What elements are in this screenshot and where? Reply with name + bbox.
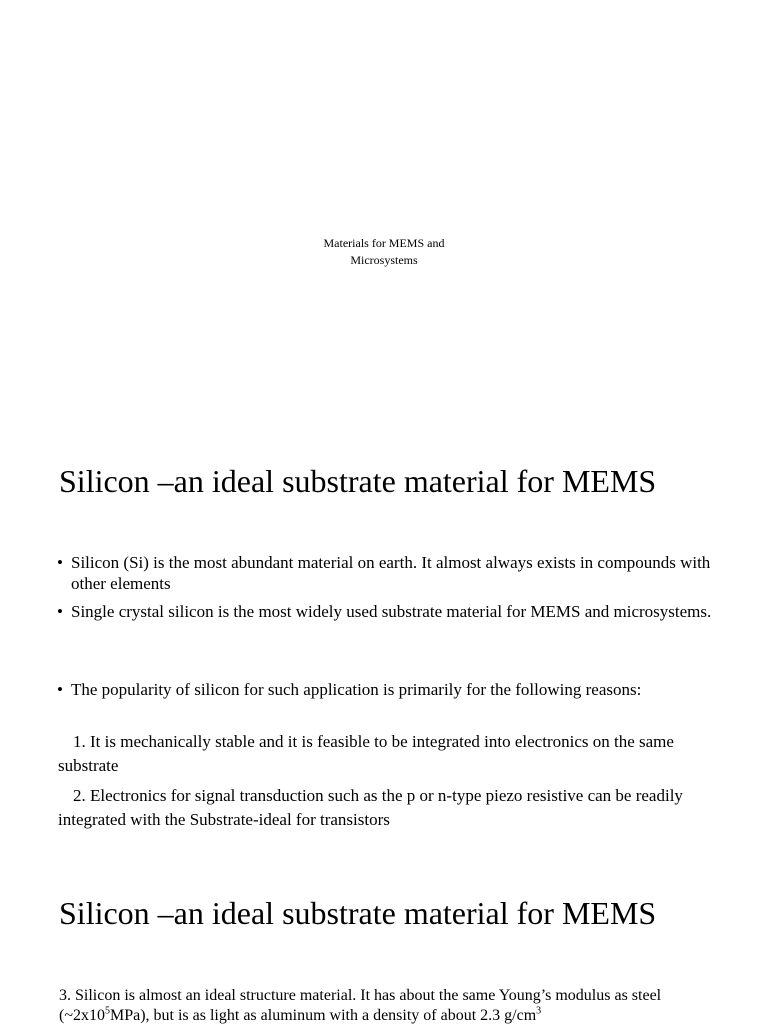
point-3-part-2: MPa), but is as light as aluminum with a density of about 2.3 g/cm <box>109 1007 537 1024</box>
slide-3 <box>0 864 768 1024</box>
slide-title: Silicon –an ideal substrate material for MEMS <box>59 895 657 931</box>
bullet-item <box>57 552 721 594</box>
point-3-text <box>59 986 709 1026</box>
document-title-line-1: Materials for MEMS and <box>323 236 445 250</box>
bullet-icon: • <box>57 602 63 621</box>
bullet-text: The popularity of silicon for such application is primarily for the following reasons: <box>71 680 642 699</box>
bullet-item <box>57 679 721 700</box>
bullet-text: Silicon (Si) is the most abundant material on earth. It almost always exists in compounds with other elements <box>71 553 711 593</box>
slide-title: Silicon –an ideal substrate material for MEMS <box>59 463 657 499</box>
numbered-item: 2. Electronics for signal transduction such as the p or n-type piezo resistive can be readily integrated with the Substrate-ideal for transistors <box>58 786 683 829</box>
slide-2 <box>0 432 768 864</box>
bullet-icon: • <box>57 680 63 699</box>
slide-1 <box>0 0 768 432</box>
bullet-icon: • <box>57 553 63 572</box>
numbered-item: 1. It is mechanically stable and it is feasible to be integrated into electronics on the same substrate <box>58 732 674 775</box>
superscript-exponent: 3 <box>536 1005 542 1017</box>
document-title-line-2: Microsystems <box>350 253 418 267</box>
bullet-item <box>57 601 721 622</box>
superscript-exponent: 5 <box>104 1005 110 1017</box>
point-3-part-1: 3. Silicon is almost an ideal structure material. It has about the same Young’s modulus as steel (~2x10 <box>59 987 662 1024</box>
document-title <box>0 235 768 269</box>
bullet-text: Single crystal silicon is the most widely used substrate material for MEMS and microsystems. <box>71 602 712 621</box>
